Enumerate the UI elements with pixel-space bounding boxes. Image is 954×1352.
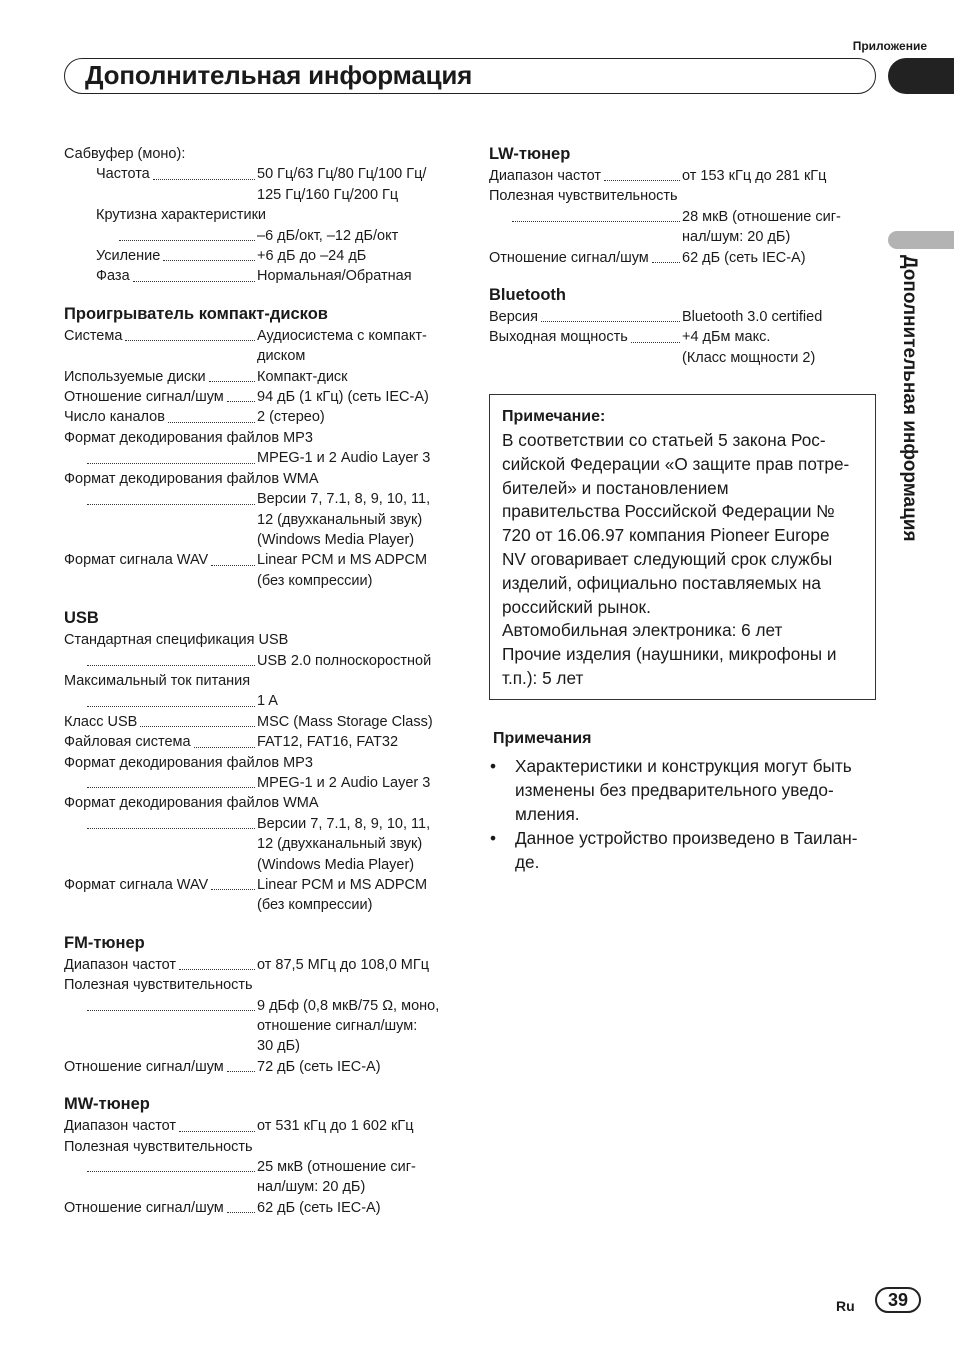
spec-label: Полезная чувствительность	[64, 977, 253, 994]
section-heading: MW-тюнер	[64, 1095, 150, 1114]
spec-row	[64, 550, 454, 570]
spec-value: –6 дБ/окт, –12 дБ/окт	[257, 227, 399, 244]
spec-label: Диапазон частот	[64, 956, 177, 973]
spec-label: Диапазон частот	[64, 1118, 177, 1135]
spec-value: (без компрессии)	[257, 897, 373, 914]
section-label: Приложение	[852, 39, 927, 53]
spec-label: Усиление	[96, 248, 161, 265]
notes-line: изменены без предварительного уведо-	[515, 780, 834, 800]
leader-dots	[604, 166, 680, 181]
leader-dots	[87, 773, 255, 788]
leader-dots	[541, 307, 680, 322]
leader-dots	[87, 448, 255, 463]
spec-label: Полезная чувствительность	[489, 188, 678, 205]
leader-dots	[87, 651, 255, 666]
spec-label: Класс USB	[64, 713, 138, 730]
spec-row	[489, 348, 859, 368]
spec-value: 9 дБф (0,8 мкВ/75 Ω, моно,	[257, 997, 440, 1014]
spec-row	[64, 164, 454, 184]
spec-value: от 87,5 МГц до 108,0 МГц	[257, 956, 430, 973]
spec-row	[64, 387, 454, 407]
note-line: российский рынок.	[502, 596, 651, 617]
leader-dots	[211, 875, 255, 890]
spec-row	[489, 307, 859, 327]
spec-row	[64, 346, 454, 366]
spec-row	[64, 1177, 454, 1197]
leader-dots	[153, 164, 255, 179]
side-tab-label: Дополнительная информация	[899, 255, 920, 542]
spec-row	[64, 1057, 454, 1077]
spec-row	[64, 834, 454, 854]
leader-dots	[631, 327, 680, 342]
spec-value: 62 дБ (сеть IEC-A)	[257, 1199, 381, 1216]
spec-row	[64, 955, 454, 975]
spec-label: Полезная чувствительность	[64, 1138, 253, 1155]
spec-value: Версии 7, 7.1, 8, 9, 10, 11,	[257, 491, 431, 508]
spec-row	[64, 732, 454, 752]
spec-row	[489, 207, 859, 227]
note-heading: Примечание:	[502, 408, 606, 425]
spec-label: Отношение сигнал/шум	[64, 1199, 224, 1216]
spec-value: нал/шум: 20 дБ)	[257, 1179, 366, 1196]
leader-dots	[133, 266, 255, 281]
spec-label: Выходная мощность	[489, 329, 628, 346]
spec-row	[64, 1198, 454, 1218]
leader-dots	[227, 1198, 255, 1213]
notes-line: мления.	[515, 804, 580, 824]
spec-value: (Windows Media Player)	[257, 531, 415, 548]
spec-row	[64, 407, 454, 427]
notes-line: • Данное устройство произведено в Таилан-	[515, 828, 858, 848]
section-heading: FM-тюнер	[64, 933, 145, 952]
spec-row	[489, 227, 859, 247]
leader-dots	[209, 367, 255, 382]
left-column	[64, 144, 454, 1218]
language-code: Ru	[836, 1298, 855, 1314]
note-line: Прочие изделия (наушники, микрофоны и	[502, 644, 837, 665]
spec-value: Версии 7, 7.1, 8, 9, 10, 11,	[257, 815, 431, 832]
spec-label: Версия	[489, 309, 539, 326]
spec-value: 12 (двухканальный звук)	[257, 511, 423, 528]
spec-label: Формат декодирования файлов WMA	[64, 470, 319, 487]
leader-dots	[211, 550, 255, 565]
note-line: сийской Федерации «О защите прав потре-	[502, 453, 850, 474]
spec-label: Число каналов	[64, 409, 165, 426]
notes-line: де.	[515, 852, 540, 872]
spec-label: Формат декодирования файлов MP3	[64, 429, 313, 446]
spec-value: Linear PCM и MS ADPCM	[257, 552, 428, 569]
leader-dots	[119, 226, 255, 241]
spec-value: USB 2.0 полноскоростной	[257, 652, 432, 669]
leader-dots	[512, 207, 680, 222]
leader-dots	[87, 1157, 255, 1172]
spec-row	[64, 489, 454, 509]
spec-row	[64, 773, 454, 793]
spec-value: Bluetooth 3.0 certified	[682, 309, 823, 326]
spec-value: 25 мкВ (отношение сиг-	[257, 1159, 416, 1176]
spec-label: Используемые диски	[64, 368, 206, 385]
spec-label: Система	[64, 327, 123, 344]
notes-section	[489, 727, 884, 874]
spec-value: отношение сигнал/шум:	[257, 1018, 418, 1035]
spec-row	[64, 996, 454, 1016]
spec-label: Отношение сигнал/шум	[64, 389, 224, 406]
leader-dots	[87, 489, 255, 504]
spec-row	[64, 651, 454, 671]
spec-label: Отношение сигнал/шум	[489, 249, 649, 266]
spec-row	[64, 266, 454, 286]
leader-dots	[163, 246, 255, 261]
note-line: т.п.): 5 лет	[502, 667, 584, 688]
spec-value: (без компрессии)	[257, 572, 373, 589]
spec-label: Файловая система	[64, 734, 191, 751]
note-line: 720 от 16.06.97 компания Pioneer Europe	[502, 525, 830, 546]
spec-value: +6 дБ до –24 дБ	[257, 248, 367, 265]
leader-dots	[125, 326, 255, 341]
note-line: изделий, официально поставляемых на	[502, 572, 821, 593]
note-box	[489, 394, 876, 700]
leader-dots	[87, 814, 255, 829]
spec-label: Отношение сигнал/шум	[64, 1058, 224, 1075]
leader-dots	[194, 732, 255, 747]
spec-label: Формат сигнала WAV	[64, 552, 209, 569]
spec-row	[489, 327, 859, 347]
spec-value: 1 A	[257, 693, 278, 710]
spec-row	[64, 571, 454, 591]
leader-dots	[652, 248, 680, 263]
spec-row	[489, 248, 859, 268]
spec-value: диском	[257, 348, 306, 365]
spec-value: 28 мкВ (отношение сиг-	[682, 208, 841, 225]
spec-value: 62 дБ (сеть IEC-A)	[682, 249, 806, 266]
spec-label: Формат сигнала WAV	[64, 877, 209, 893]
spec-value: 72 дБ (сеть IEC-A)	[257, 1058, 381, 1075]
spec-row	[64, 1116, 454, 1136]
spec-value: 94 дБ (1 кГц) (сеть IEC-A)	[257, 389, 429, 406]
notes-line: • Характеристики и конструкция могут быть	[515, 756, 852, 776]
right-column	[489, 144, 859, 368]
spec-row	[64, 226, 454, 246]
spec-value: 2 (стерео)	[257, 409, 325, 426]
spec-label: Диапазон частот	[489, 168, 602, 184]
spec-row	[64, 530, 454, 550]
note-line: NV оговаривает следующий срок службы	[502, 548, 833, 569]
spec-row	[64, 326, 454, 346]
title-tab-marker	[888, 58, 954, 94]
spec-value: FAT12, FAT16, FAT32	[257, 734, 399, 751]
list-item	[489, 826, 884, 874]
spec-label: Формат декодирования файлов MP3	[64, 754, 313, 771]
leader-dots	[140, 712, 255, 727]
side-tab-marker	[888, 231, 954, 249]
leader-dots	[87, 691, 255, 706]
spec-row	[64, 1157, 454, 1177]
leader-dots	[179, 955, 255, 970]
spec-label: Стандартная спецификация USB	[64, 632, 289, 649]
spec-label: Максимальный ток питания	[64, 672, 251, 689]
note-line: Автомобильная электроника: 6 лет	[502, 620, 783, 641]
spec-label: Фаза	[96, 268, 130, 285]
note-line: правительства Российской Федерации №	[502, 501, 835, 522]
leader-dots	[87, 996, 255, 1011]
notes-list	[489, 754, 884, 874]
list-item	[489, 754, 884, 826]
spec-value: (Класс мощности 2)	[682, 349, 816, 366]
spec-value: Linear PCM и MS ADPCM	[257, 877, 428, 893]
spec-value: Компакт-диск	[257, 368, 348, 385]
spec-value: 30 дБ)	[257, 1038, 300, 1055]
spec-label: Частота	[96, 166, 150, 183]
spec-row	[64, 1016, 454, 1036]
section-heading: USB	[64, 609, 99, 628]
spec-row	[64, 185, 454, 205]
notes-heading: Примечания	[493, 730, 592, 747]
spec-row	[64, 895, 454, 915]
note-line: бителей» и постановлением	[502, 477, 729, 498]
spec-value: от 531 кГц до 1 602 кГц	[257, 1118, 414, 1135]
spec-value: (Windows Media Player)	[257, 856, 415, 873]
page-number: 39	[875, 1287, 921, 1313]
page-title: Дополнительная информация	[85, 60, 473, 90]
spec-value: Аудиосистема с компакт-	[257, 327, 427, 344]
spec-value: нал/шум: 20 дБ)	[682, 229, 791, 246]
spec-row	[64, 855, 454, 875]
spec-row	[64, 875, 454, 895]
section-heading: Bluetooth	[489, 286, 566, 305]
spec-value: +4 дБм макс.	[682, 329, 771, 346]
section-heading: Проигрыватель компакт-дисков	[64, 304, 328, 323]
leader-dots	[227, 387, 255, 402]
note-line: В соответствии со статьей 5 закона Рос-	[502, 430, 826, 450]
spec-row	[64, 814, 454, 834]
leader-dots	[179, 1116, 255, 1131]
spec-row	[64, 448, 454, 468]
subwoofer-title: Сабвуфер (моно):	[64, 146, 186, 162]
spec-value: 50 Гц/63 Гц/80 Гц/100 Гц/	[257, 166, 427, 183]
spec-row	[489, 166, 859, 186]
spec-row	[64, 712, 454, 732]
spec-row	[64, 691, 454, 711]
leader-dots	[168, 407, 255, 422]
spec-label: Формат декодирования файлов WMA	[64, 795, 319, 812]
leader-dots	[227, 1057, 255, 1072]
spec-value: MPEG-1 и 2 Audio Layer 3	[257, 774, 431, 791]
spec-value: MPEG-1 и 2 Audio Layer 3	[257, 450, 431, 467]
spec-row	[64, 367, 454, 387]
spec-label: Крутизна характеристики	[96, 207, 267, 224]
section-heading: LW-тюнер	[489, 145, 571, 163]
title-banner	[64, 58, 876, 94]
spec-row	[64, 246, 454, 266]
spec-value: Нормальная/Обратная	[257, 268, 412, 285]
spec-value: от 153 кГц до 281 кГц	[682, 168, 827, 184]
spec-value: 125 Гц/160 Гц/200 Гц	[257, 186, 399, 203]
spec-value: MSC (Mass Storage Class)	[257, 713, 433, 730]
spec-row	[64, 1036, 454, 1056]
spec-value: 12 (двухканальный звук)	[257, 836, 423, 853]
spec-row	[64, 510, 454, 530]
